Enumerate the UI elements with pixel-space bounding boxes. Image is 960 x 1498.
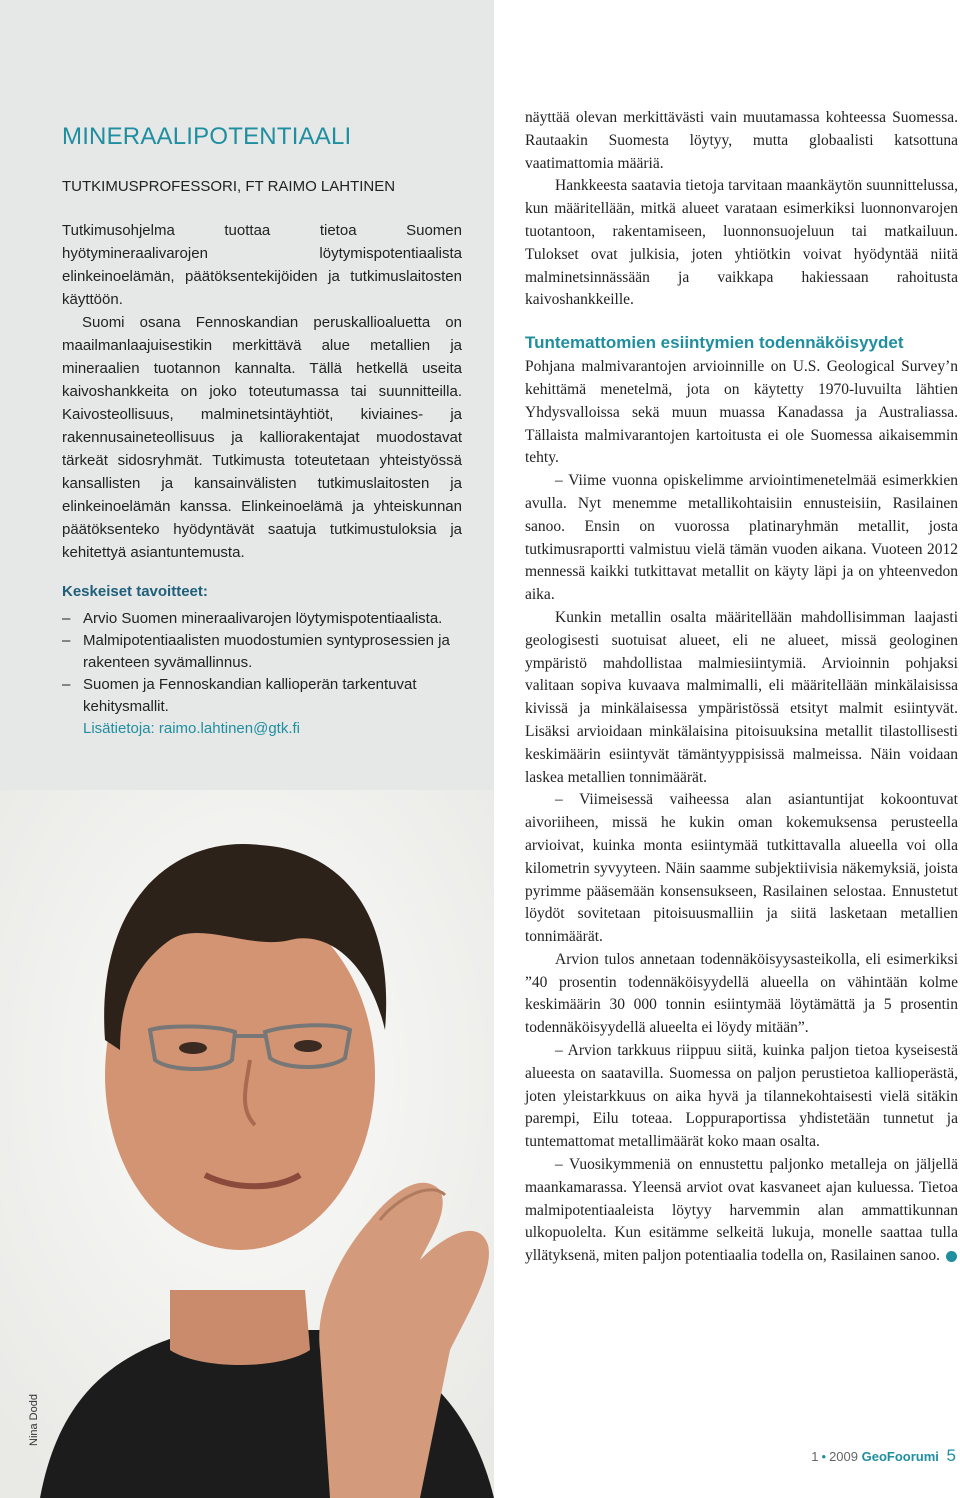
bullet-icon: • <box>821 1449 827 1464</box>
article-column <box>525 107 958 1268</box>
article-paragraph-last <box>525 1154 958 1268</box>
goal-item: – Arvio Suomen mineraalivarojen löytymispotentiaalista. <box>62 608 472 630</box>
article-paragraph: Pohjana malmivarantojen arvioinnille on U.S. Geological Survey’n kehittämä menetelmä, jota on käytetty 1970-luvuilta lähtien Yhdysvalloissa sekä muun muassa Kanadassa ja Australiassa. Tällaista malmivarantojen kartoitusta ei ole Suomessa aikaisemmin tehty. <box>525 358 958 467</box>
portrait-photo <box>0 790 494 1498</box>
intro-paragraph: Tutkimusohjelma tuottaa tietoa Suomen hyötymineraalivarojen löytymispotentiaalista elinkeinoelämän, päätöksentekijöiden ja tutkimuslaitosten käyttöön. <box>62 222 462 308</box>
article-subheading: Tuntemattomien esiintymien todennäköisyydet <box>525 333 904 353</box>
issue-number: 1 <box>811 1449 819 1464</box>
article-paragraph: Hankkeesta saatavia tietoja tarvitaan maankäytön suunnittelussa, kun määritellään, mitkä alueet varataan esimerkiksi luonnonvarojen tuotantoon, rakentamiseen, luonnonsuojeluun tai matkailuun. Tulokset ovat julkisia, joten yhtiötkin voivat hyödyntää niitä malminetsinnässään ja vaikkapa hakiessaan rahoitusta kaivoshankkeille. <box>525 177 958 309</box>
article-paragraph: näyttää olevan merkittävästi vain muutamassa kohteessa Suomessa. Rautaakin Suomesta löytyy, mutta globaalisti katsottuna vaatimattomia määriä. <box>525 109 958 172</box>
goal-item: – Malmipotentiaalisten muodostumien syntyprosessien ja rakenteen syvämallinnus. <box>62 630 472 674</box>
article-paragraph: Arvion tulos annetaan todennäköisyysasteikolla, eli esimerkiksi ”40 prosentin todennäköisyydellä alueella on vähintään kolme keskimäärin 30 000 tonnin esiintymää löytämättä ja 5 prosentin todennäköisyydellä alueelta ei löydy mitään”. <box>525 950 958 1037</box>
article-paragraph-text: – Vuosikymmeniä on ennustettu paljonko metalleja on jäljellä maankamarassa. Yleensä arviot ovat kasvaneet ajan kuluessa. Tietoa malmipotentiaaleista löytyy harvemmin alan ammattikunnan ulkopuolelta. Kun esitämme selkeitä lukuja, monelle saattaa tulla yllätyksenä, miten paljon potentiaalia todella on, Rasilainen sanoo. <box>525 1156 958 1265</box>
intro-text <box>62 219 462 564</box>
magazine-name: GeoFoorumi <box>861 1449 939 1464</box>
end-mark-icon <box>946 1251 957 1262</box>
info-box <box>0 0 494 790</box>
section-title: MINERAALIPOTENTIAALI <box>62 123 352 150</box>
article-paragraph: Kunkin metallin osalta määritellään mahdollisimman laajasti geologisesti suotuisat alueet, eli ne alueet, missä geologinen ympäristö mahdollistaa malmiesiintymiä. Arvioinnin pohjaksi valitaan sopiva kuvaava malmimalli, eli määritellään minkälaisissa kivissä ja minkälaisessa ympäristössä etsityt malmit esiintyvät. Lisäksi arvioidaan minkälaisina pitoisuuksina metallit tilastollisesti keskimäärin esiintyvät tämäntyyppisissä malmeissa. Näin voidaan laskea metallien tonnimäärät. <box>525 608 958 786</box>
goal-item: – Suomen ja Fennoskandian kallioperän tarkentuvat kehitysmallit. <box>62 674 472 718</box>
article-paragraph: – Arvion tarkkuus riippuu siitä, kuinka paljon tietoa kyseisestä alueesta on saatavilla. Suomessa on paljon perustietoa kallioperästä, joten yleistarkkuus on aika hyvä ja tilannekohtaisesti vielä sitäkin parempi, Eilu toteaa. Loppuraportissa yhdistetään tunnetut ja tuntemattomat metallimäärät koko maan osalta. <box>525 1042 958 1151</box>
photo-credit: Nina Dodd <box>28 1394 40 1446</box>
goals-title: Keskeiset tavoitteet: <box>62 583 208 600</box>
author-line: TUTKIMUSPROFESSORI, FT RAIMO LAHTINEN <box>62 178 396 195</box>
page-number: 5 <box>946 1446 956 1465</box>
article-paragraph: – Viime vuonna opiskelimme arviointimenetelmää esimerkkien avulla. Nyt menemme metallikohtaisiin ennusteisiin, Rasilainen sanoo. Ensin on vuorossa platinaryhmän metallit, josta tutkimusraportti valmistuu vielä tämän vuoden aikana. Vuoteen 2012 mennessä kaikki tutkittavat metallit on käyty läpi ja on yhteenvedon aika. <box>525 472 958 604</box>
issue-year: 2009 <box>829 1449 858 1464</box>
goals-list <box>62 608 472 740</box>
portrait-illustration <box>0 790 494 1498</box>
more-info-link[interactable]: Lisätietoja: raimo.lahtinen@gtk.fi <box>83 720 301 737</box>
page-footer <box>811 1446 956 1466</box>
intro-paragraph: Suomi osana Fennoskandian peruskallioaluetta on maailmanlaajuisestikin merkittävä alue metallien ja mineraalien tuotannon kannalta. Tällä hetkellä useita kaivoshankkeita on joko toteutumassa tai suunnitteilla. Kaivosteollisuus, malminetsintäyhtiöt, kiviaines- ja rakennusaineteollisuus ja kalliorakentajat muodostavat tärkeät sidosryhmät. Tutkimusta toteutetaan yhteistyössä kansallisten ja kansainvälisten tutkimuslaitosten ja elinkeinoelämän kanssa. Elinkeinoelämä ja yhteiskunnan päätöksenteko hyödyntävät saatuja tutkimustuloksia ja kehitettyä asiantuntemusta. <box>62 314 462 561</box>
article-paragraph: – Viimeisessä vaiheessa alan asiantuntijat kokoontuvat aivoriiheen, missä he kukin oman kokemuksensa perusteella arvioivat, kuinka monta esiintymää tutkittavalla alueella voi olla kilometrin syvyyteen. Näin saamme subjektiivisia näkemyksiä, joista pyrimme pääsemään konsensukseen, Rasilainen selostaa. Ennustetut löydöt sovitetaan pitoisuusmalliin ja siitä lasketaan metallien tonnimäärät. <box>525 791 958 946</box>
